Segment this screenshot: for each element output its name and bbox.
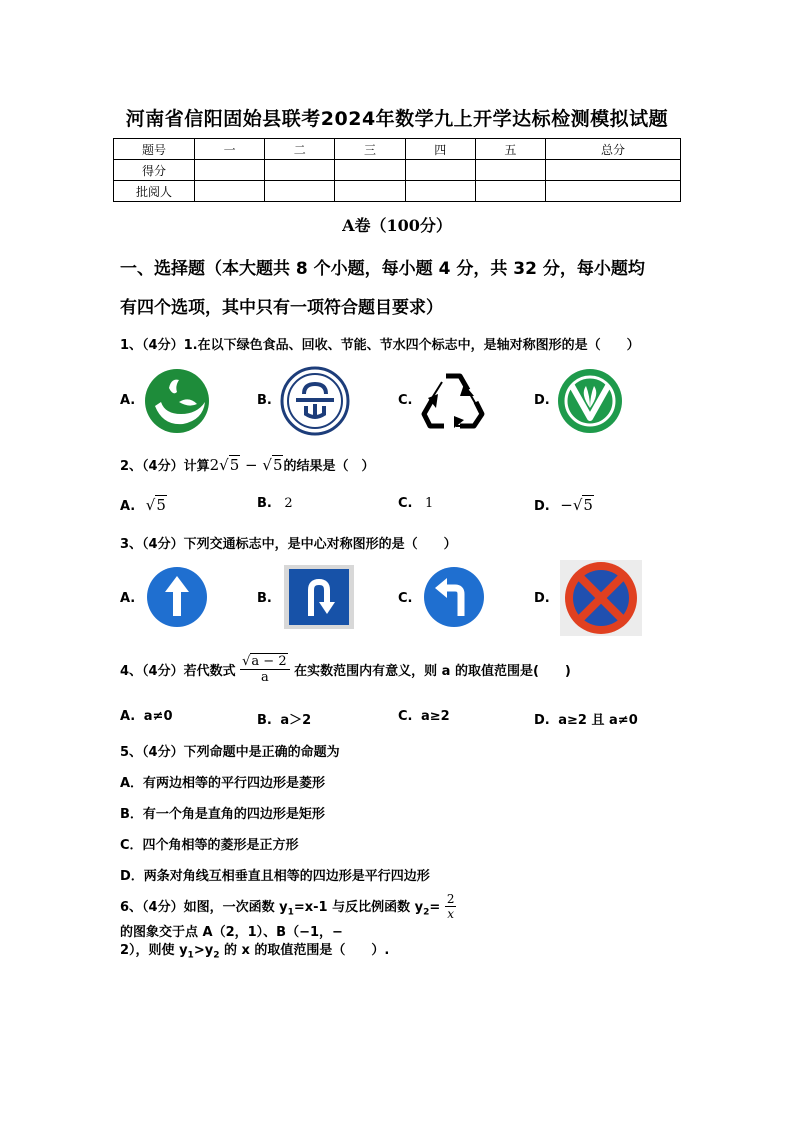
q6-part1: 6、（4分）如图，一次函数 y	[120, 899, 288, 915]
q3-option-b-label: B.	[257, 591, 272, 606]
q2-option-a: A. √5	[120, 496, 166, 514]
score-table-header-row	[114, 139, 681, 160]
q5-option-b: B．有一个角是直角的四边形是矩形	[120, 807, 325, 822]
q4-option-a	[120, 709, 173, 724]
question-1-text: 1、（4分）1.在以下绿色食品、回收、节能、节水四个标志中，是轴对称图形的是（ ）	[120, 338, 640, 353]
score-table	[113, 138, 681, 202]
q2-option-c-value: 1	[425, 496, 434, 511]
score-table-header-cell: 总分	[546, 139, 681, 160]
water-saving-logo-icon	[556, 368, 624, 434]
q6-sub1: 1	[287, 907, 294, 918]
q6-line2e: 的 x 的取值范围是（ ）.	[219, 943, 390, 958]
q2-option-d-label: D.	[534, 499, 550, 514]
q6-part4: 的图象交于点 A（2，1）、B（−1，−	[120, 925, 343, 940]
q2-option-d-neg: −	[560, 496, 573, 514]
section-a-heading: A卷（100分）	[342, 216, 452, 235]
score-cell	[405, 160, 475, 181]
q4-option-d	[534, 709, 638, 728]
q2-option-b	[257, 496, 293, 511]
score-table-row	[114, 181, 681, 202]
q4-option-b-value: a＞2	[280, 713, 312, 728]
q3-option-c-label: C.	[398, 591, 413, 606]
left-turn-sign-icon	[421, 566, 487, 628]
q6-frac-den: x	[447, 907, 455, 921]
q2-option-b-label: B.	[257, 496, 272, 511]
q2-option-a-value: 5	[156, 496, 166, 514]
q1-option-d-label: D.	[534, 393, 550, 408]
q4-option-c-value: a≥2	[421, 709, 450, 724]
q4-option-d-value: a≥2 且 a≠0	[558, 713, 638, 728]
score-cell	[405, 181, 475, 202]
q4-option-b-label: B.	[257, 713, 272, 728]
score-table-header-cell: 四	[405, 139, 475, 160]
score-cell	[195, 181, 265, 202]
score-cell	[546, 160, 681, 181]
q4-option-a-label: A.	[120, 709, 136, 724]
q1-option-a-label: A.	[120, 393, 136, 408]
straight-arrow-sign-icon	[145, 566, 209, 628]
question-2-text: 2、（4分）计算2√5 − √5的结果是（ ）	[120, 456, 375, 474]
q6-line2d: 2	[213, 950, 220, 961]
score-row-label: 得分	[114, 160, 195, 181]
q6-frac-num: 2	[446, 892, 455, 906]
score-table-header-cell: 三	[335, 139, 405, 160]
score-table-header-cell: 五	[475, 139, 545, 160]
q4-option-c-label: C.	[398, 709, 413, 724]
part1-heading-line1: 一、选择题（本大题共 8 个小题，每小题 4 分，共 32 分，每小题均	[120, 259, 645, 279]
q6-line2b: 1	[187, 950, 194, 961]
energy-saving-logo-icon	[280, 366, 350, 436]
question-6-line1	[120, 892, 680, 940]
q3-option-d-label: D.	[534, 591, 550, 606]
q4-prefix: 4、（4分）若代数式	[120, 664, 236, 679]
q2-suffix: 的结果是（ ）	[283, 459, 375, 474]
score-row-label: 批阅人	[114, 181, 195, 202]
score-cell	[475, 181, 545, 202]
recycle-icon	[420, 368, 486, 432]
q2-prefix: 2、（4分）计算	[120, 459, 210, 474]
q1-option-c-label: C.	[398, 393, 413, 408]
q2-option-d-value: 5	[583, 496, 593, 514]
q4-denominator: a	[260, 670, 269, 685]
q1-option-b-label: B.	[257, 393, 272, 408]
score-cell	[195, 160, 265, 181]
q2-option-d: D. −√5	[534, 496, 593, 514]
q5-option-c: C．四个角相等的菱形是正方形	[120, 838, 299, 853]
question-4-text	[120, 654, 571, 685]
q2-option-c	[398, 496, 433, 511]
q6-line2a: 2），则使 y	[120, 943, 188, 958]
green-food-logo-icon	[143, 368, 211, 434]
part1-heading-line2: 有四个选项，其中只有一项符合题目要求）	[120, 298, 443, 318]
score-cell	[475, 160, 545, 181]
question-5-text: 5、（4分）下列命题中是正确的命题为	[120, 745, 340, 760]
exam-title: 河南省信阳固始县联考2024年数学九上开学达标检测模拟试题	[125, 108, 669, 130]
q3-option-a-label: A.	[120, 591, 136, 606]
score-cell	[335, 160, 405, 181]
score-table-row	[114, 160, 681, 181]
q4-option-a-value: a≠0	[143, 709, 173, 724]
q2-radicand-2: 5	[272, 456, 283, 474]
q6-part2: =x-1 与反比例函数 y	[293, 899, 424, 915]
q4-numerator: a − 2	[251, 654, 287, 669]
q2-option-a-label: A.	[120, 499, 136, 514]
q2-option-c-label: C.	[398, 496, 413, 511]
q5-option-d: D．两条对角线互相垂直且相等的四边形是平行四边形	[120, 869, 430, 884]
q5-option-a: A．有两边相等的平行四边形是菱形	[120, 776, 326, 791]
score-table-header-cell: 一	[195, 139, 265, 160]
q4-fraction: $\frac{√a - 2}{a}$	[240, 654, 289, 685]
q6-sub2: 2	[423, 907, 430, 918]
q6-line2c: >y	[193, 943, 214, 958]
q2-minus: −	[245, 456, 258, 474]
q2-coef: 2	[209, 456, 220, 474]
q6-part3: =	[429, 899, 441, 915]
score-cell	[265, 160, 335, 181]
score-cell	[265, 181, 335, 202]
q6-fraction	[445, 892, 457, 921]
q2-option-b-value: 2	[284, 496, 293, 511]
q4-option-b	[257, 709, 311, 728]
q4-suffix: 在实数范围内有意义，则 a 的取值范围是( )	[294, 664, 571, 679]
score-table-header-cell: 二	[265, 139, 335, 160]
score-cell	[335, 181, 405, 202]
q2-radicand: 5	[229, 456, 240, 474]
no-parking-sign-icon	[560, 560, 642, 636]
score-cell	[546, 181, 681, 202]
u-turn-sign-icon	[283, 564, 355, 630]
q4-option-c	[398, 709, 450, 724]
question-6-line2	[120, 939, 389, 961]
question-3-text: 3、（4分）下列交通标志中，是中心对称图形的是（ ）	[120, 537, 457, 552]
q4-option-d-label: D.	[534, 713, 550, 728]
score-table-header-cell: 题号	[114, 139, 195, 160]
